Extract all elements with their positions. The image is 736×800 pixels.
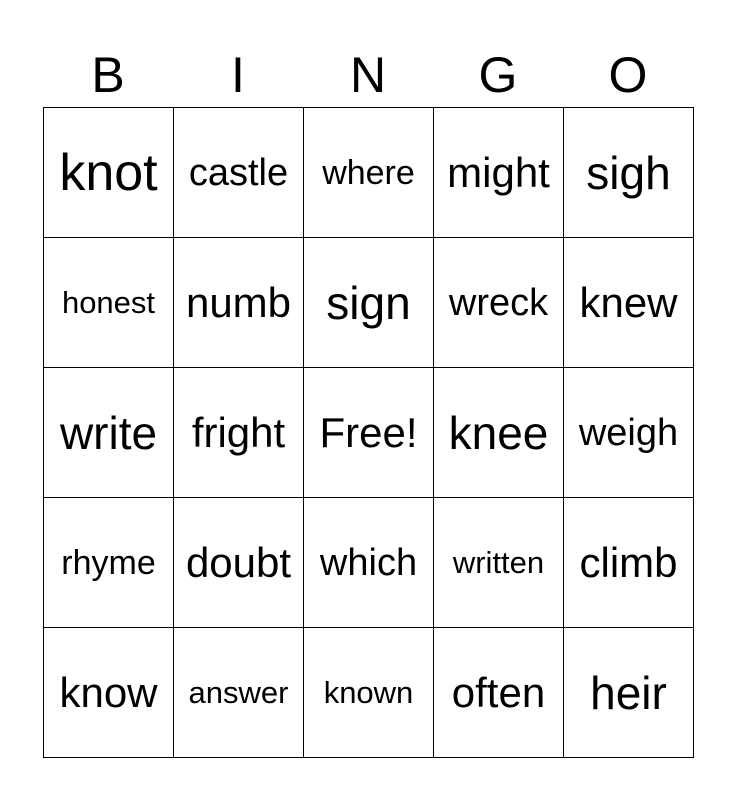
bingo-cell: often <box>434 628 564 758</box>
bingo-cell: knew <box>564 238 694 368</box>
bingo-cell: sigh <box>564 108 694 238</box>
bingo-cell: fright <box>174 368 304 498</box>
bingo-cell: write <box>44 368 174 498</box>
header-letter-i: I <box>231 47 245 103</box>
header-letter-n: N <box>349 47 387 103</box>
bingo-cell: wreck <box>434 238 564 368</box>
bingo-cell: heir <box>564 628 694 758</box>
bingo-cell: known <box>304 628 434 758</box>
bingo-header <box>43 46 693 104</box>
bingo-cell: where <box>304 108 434 238</box>
bingo-cell: written <box>434 498 564 628</box>
bingo-cell: castle <box>174 108 304 238</box>
bingo-cell: numb <box>174 238 304 368</box>
bingo-cell: which <box>304 498 434 628</box>
bingo-cell: sign <box>304 238 434 368</box>
header-letter-b: B <box>91 47 125 103</box>
bingo-cell: climb <box>564 498 694 628</box>
free-space-cell: Free! <box>304 368 434 498</box>
bingo-cell: knot <box>44 108 174 238</box>
bingo-cell: might <box>434 108 564 238</box>
bingo-cell: honest <box>44 238 174 368</box>
bingo-cell: rhyme <box>44 498 174 628</box>
bingo-cell: doubt <box>174 498 304 628</box>
bingo-card-grid <box>43 107 694 758</box>
header-letter-o: O <box>608 47 648 103</box>
bingo-cell: knee <box>434 368 564 498</box>
bingo-cell: know <box>44 628 174 758</box>
bingo-cell: answer <box>174 628 304 758</box>
bingo-cell: weigh <box>564 368 694 498</box>
header-letter-g: G <box>478 47 518 103</box>
